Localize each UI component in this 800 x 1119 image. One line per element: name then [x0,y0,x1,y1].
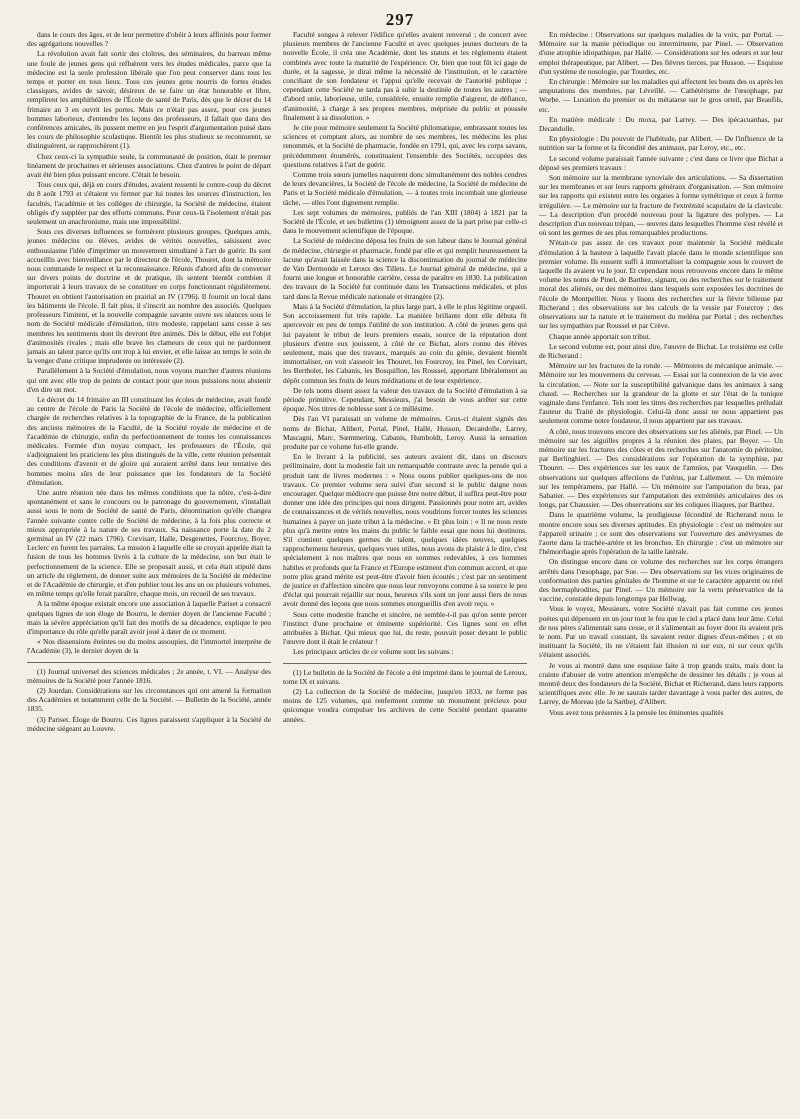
paragraph: En matière médicale : Du moxa, par Larrey. — Des ipécacuanhas, par Decandolle. [539,114,783,134]
page-number: 297 [385,10,415,29]
paragraph: Je vous ai montré dans une esquisse faite à trop grands traits, mais dont la crainte d'abuser de votre attention m'empêche de dessiner les détails ; je vous ai montré deux des fondateurs de la Société, Bichat et Richerand, dans leurs rapports scientifiques avec elle. Je ne saurais tarder davantage à vous parler des autres, de Larrey, de Moreau (de la Sarthe), d'Alibert. [539,660,783,707]
paragraph: La Société de médecine déposa les fruits de son labeur dans le Journal général de médecine, chirurgie et pharmacie, fondé par elle et qui remplit heureusement la lacune qu'avait laissée dans la science la discontinuation du journal de médecine de Van Dermonde et Leroux des Tillets. Le Journal général de médecine, qui a fourni une longue et honorable carrière, cessa de paraître en 1830. La publication des travaux de la Société fut continuée dans les Transactions médicales, et plus tard dans la Revue médicale nationale et étrangère (2). [283,236,527,301]
paragraph: Une autre réunion née dans les mêmes conditions que la nôtre, c'est-à-dire spontanément et sans le concours ou le patronage du gouvernement, s'installait aussi sous le nom de Société de santé de Paris, dénomination qu'elle changea l'année suivante contre celle de Société de médecine, à la fois plus correcte et mieux appropriée à la nature de ses travaux. Sa naissance porte la date du 2 germinal an IV (22 mars 1796). Corvisart, Halle, Desgenettes, Fourcroy, Boyer, Leclerc en furent les parrains. La mission à laquelle elle se croyait appelée était la fusion de tous les hommes livrés à la culture de la médecine, son but était le perfectionnement de la science. Elle se proposait aussi, et cela était stipulé dans un article du règlement, de donner suite aux mémoires de la Société de médecine et de l'Académie de chirurgie, et d'en publier tous les ans un ou plusieurs volumes, en même temps qu'elle ferait paraître, chaque mois, un recueil de ses travaux. [27,487,271,599]
footnote-divider [283,663,527,664]
paragraph: Comme trois sœurs jumelles naquirent donc simultanément des nobles cendres de leurs devancières, la Société de l'école de médecine, la Société de médecine de Paris et la Société médicale d'émulation, — à toutes trois incombait une glorieuse tâche, — elles l'ont dignement remplie. [283,170,527,207]
paragraph: Sous ces diverses influences se formèrent plusieurs groupes. Quelques amis, jeunes médecins ou élèves, avides de vérités nouvelles, saisissent avec enthousiasme l'idée d'imprimer un mouvement simultané à l'art de guérir. Ils sont accueillis avec bienveillance par le directeur de l'école, Thouret, dont la mémoire nous commande le respect et la reconnaissance. Réunis d'abord afin de converser sur divers points de doctrine et de pratique, ils sentent bientôt combien il importerait à leurs travaux de se constituer en corps fonctionnant régulièrement. Thouret en obtient l'autorisation en prairial an IV (1796). Il fournit un local dans les bâtiments de l'école. Il fait plus, il s'inscrit au nombre des associés. Quelques professeurs l'imitent, et la nouvelle compagnie savante ouvre ses séances sous le nom de Société médicale d'émulation, titre modeste, rappelant sans cesse à ses membres les sentiments dont ils devront être animés. Dès le début, elle est l'objet d'animosités rivales ; mais elle brave les clameurs de ceux qui ne pardonnent jamais au talent parce qu'ils ont trop à lui envier, et elle laisse au temps le soin de la venger d'une critique imprudente ou intéressée (2). [27,227,271,366]
footnote: (2) La collection de la Société de médecine, jusqu'en 1833, ne forme pas moins de 125 volumes, qui renferment comme un monument précieux pour quiconque voudra compulser les archives de cette Société pendant quarante années. [283,687,527,724]
paragraph: Chez ceux-ci la sympathie seule, la communauté de position, était le premier linéament de prochaines et sérieuses associations. Chez d'autres le point de départ avait été bien plus puissant encore. C'était le besoin. [27,151,271,180]
footnote-divider [27,662,271,663]
paragraph: Dans le quatrième volume, la prodigieuse fécondité de Richerand nous le montre encore sous ses diverses aptitudes. En physiologie : c'est un mémoire sur l'appareil urinaire ; ce sont des observations sur l'ouverture des anévrysmes de l'aorte dans la trachée-artère et les bronches. En chirurgie : c'est un mémoire sur l'hémorrhagie après l'opération de la taille latérale. [539,510,783,557]
paragraph: En chirurgie : Mémoire sur les maladies qui affectent les bouts des os après les amputations des membres, par Léveillé. — Cathétérisme de l'œsophage, par Worbe. — Luxation du premier os du métatarse sur le gros orteil, par Beaufils, etc. [539,77,783,114]
column-left [27,30,271,1110]
paragraph: Parallèlement à la Société d'émulation, nous voyons marcher d'autres réunions qui ont avec elle trop de points de contact pour que nous puissions nous abstenir d'en dire un mot. [27,366,271,394]
column-middle [283,30,527,1110]
paragraph: On distingue encore dans ce volume des recherches sur les corps étrangers arrêtés dans l'œsophage, par Sue. — Des observations sur les vices originaires de conformation des parties génitales de l'homme et sur le caractère apparent ou réel des hermaphrodites, par Pinel. — Un mémoire sur la vertu préservatrice de la vaccine, constatée depuis longtemps par Hellwag. [539,557,783,604]
paragraph: Sous cette modestie franche et sincère, ne semble-t-il pas qu'on sente percer l'instinct d'une prochaine et éminente supériorité. Ces lignes sont en effet attribuées à Bichat. Qui mieux que lui, du reste, pouvait poser devant le public l'œuvre dont il était le créateur ! [283,609,527,647]
paragraph: Tous ceux qui, déjà en cours d'études, avaient ressenti le contre-coup du décret du 8 août 1793 et s'étaient vu fermer par lui toutes les sources d'instruction, les facultés, l'académie et les collèges de chirurgie, la Société de médecine, étaient obligés d'y suppléer par des efforts communs. Pour ceux-là l'isolement n'était pas seulement un anachronisme, mais une impossibilité. [27,180,271,227]
paragraph: Mémoire sur les fractures de la rotule. — Mémoires de mécanique animale. — Mémoire sur les mouvemens du cerveau. — Essai sur la connexion de la vie avec la circulation. — Note sur la susceptibilité galvanique dans les animaux à sang chaud. — Recherches sur la grandeur de la glotte et sur l'état de la tunique vaginale dans l'enfance. Tels sont les titres des recherches par lesquelles préludait l'auteur du Traité de physiologie. Celui-là donc aussi ne nous appartient pas seulement comme notre fondateur, il nous appartient par ses travaux. [539,361,783,426]
footnote: (1) Journal universel des sciences médicales ; 2e année, t. VI. — Analyse des mémoires de la Société pour l'année 1816. [27,666,271,685]
paragraph: Je cite pour mémoire seulement la Société philomatique, embrassant toutes les sciences et comptant alors, au nombre de ses membres, les médecins les plus renommés, et la Société de pharmacie, fondée en 1791, qui, avec les corps savans, précédemment énumérés, constituaient l'ensemble des Sociétés, occupées des questions relatives à l'art de guérir. [283,123,527,169]
paragraph: N'était-ce pas assez de ces travaux pour maintenir la Société médicale d'émulation à la hauteur à laquelle l'avait placée dans le monde scientifique son premier volume. Ils eussent suffi à immortaliser la compagnie sous le couvert de laquelle ils avaient vu le jour. Et cependant nous retrouvons encore dans le même volume les noms de Pinel, de Barthez, signant, ou des recherches sur le traitement moral des aliénés, ou des mémoires dans lesquels sont exposées les doctrines de l'école de Montpellier. Nous y lisons des recherches sur la fièvre bilieuse par Richerand ; des observations sur les calculs de la vessie par Fourcroy ; des observations sur la nature et le traitement du meléna par Portal ; des recherches sur les sympathies par Roussel et par Crève. [539,238,783,331]
paragraph: dans le cours des âges, et de leur permettre d'obéir à leurs affinités pour former des agrégations nouvelles ? [27,30,271,49]
paragraph: A la même époque existait encore une association à laquelle Pariset a consacré quelques lignes de son éloge de Bourru, le dernier doyen de l'ancienne Faculté ; mais la sévère appréciation qu'il fait des motifs de sa décadence, explique le peu d'importance du rôle qu'elle paraît avoir joué à dater de ce moment. [27,599,271,636]
footnote: (2) Jourdan. Considérations sur les circonstances qui ont amené la formation des Académies et notamment celle de la Société. — Bulletin de la Société, année 1835. [27,686,271,714]
paragraph: En physiologie : Du pouvoir de l'habitude, par Alibert. — De l'influence de la nutrition sur la forme et la fécondité des animaux, par Leroy, etc., etc. [539,134,783,153]
paragraph: Son mémoire sur la membrane synoviale des articulations. — Sa dissertation sur les membranes et sur leurs rapports généraux d'organisation. — Son mémoire sur les rapports qui existent entre les organes à forme symétrique et ceux à forme irrégulière. — Le mémoire sur la fracture de l'extrémité scapulaire de la clavicule. — La description d'un procédé nouveau pour la ligature des polypes. — La description d'un nouveau trépan, — œuvres dans lesquelles l'homme s'est révélé et où sont les germes de ses plus remarquables productions. [539,173,783,238]
paragraph: Dès l'an VI paraissait un volume de mémoires. Ceux-ci étaient signés des noms de Bichat, Alibert, Portal, Pinel, Hallé, Husson, Decandolle, Larrey, Mascagni, Marc, Sœmmering, Cabanis, Humboldt, Leroy. Aussi la sensation produite par ce volume fut-elle grande. [283,414,527,451]
paragraph: Le second volume est, pour ainsi dire, l'œuvre de Bichat. Le troisième est celle de Richerand : [539,341,783,360]
footnote: (1) Le bulletin de la Société de l'école a été imprimé dans le journal de Leroux, tome IX et suivans. [283,667,527,686]
paragraph: De tels noms disent assez la valeur des travaux de la Société d'émulation à sa période primitive. Cependant, Messieurs, j'ai besoin de vous arrêter sur cette époque. Nos titres de noblesse sont à ce millésime. [283,385,527,414]
paragraph: Le décret du 14 frimaire an III constituant les écoles de médecine, avait fondé au centre de l'école de Paris la Société de l'école de médecine, officiellement chargée de recherches relatives à la topographie de la France, de la publication des anciens mémoires de la Faculté, de la Société royale de médecine et de l'académie de chirurgie, enfin du perfectionnement de toutes les connaissances médicales. Formée d'un noyau compact, les professeurs de l'École, qui s'adjoignaient les praticiens les plus distingués de la ville, cette réunion présentait des conditions d'avenir et de gloire qui auraient arrêté dans leur tentative des hommes moins sûrs de leur puissance que les fondateurs de la Société d'émulation. [27,394,271,487]
paragraph: La révolution avait fait sortir des cloîtres, des séminaires, du barreau même une foule de jeunes gens qui refluèrent vers les études médicales, parce que la médecine est la seule profession libérale que l'on peut conserver dans tous les temps et porter en tous lieux. Tous ces jeunes gens nourris de fortes études classiques, avides de savoir, désireux de se faire un état honorable et libre, remplirent les amphithéâtres de l'École de santé de Paris, dès que le décret du 14 frimaire an 3 en ouvrit les portes. Mais ce n'était pas assez, pour ces jeunes hommes laborieux, d'entendre les leçons des professeurs, il fallait que dans des conférences amicales, ils pussent mettre en jeu l'esprit d'argumentation puisé dans les cours de philosophie scolastique. Bientôt les plus studieux se reconnurent, se distinguèrent, se rapprochèrent (1). [27,49,271,151]
paragraph: Chaque année apportait son tribut. [549,331,651,341]
paragraph: Vous le voyez, Messieurs, votre Société n'avait pas fait comme ces jeunes poètes qui dépensent en un jour tout le feu que le ciel a placé dans leur âme. Celui de nos pères s'alimentait sans cesse, et il s'alimentait au foyer dont ils avaient pris le nom. Par un travail constant, ils savaient rester dignes d'eux-mêmes ; et en instituant la Société, ils ne s'étaient fait illusion ni sur eux, ni sur ceux qu'ils s'étaient associés. [539,604,783,660]
paragraph: Mais à la Société d'émulation, la plus large part, à elle le plus légitime orgueil. Son accroissement fut très rapide. La manière brillante dont elle débuta fit apercevoir en peu de temps l'utilité de son institution. A côté de jeunes gens qui lui payaient le tribut de leurs premiers essais, source de la réputation dont plusieurs d'entre eux jouissent, à côté de ce Bichat, alors connu des élèves seulement, mais que des travaux, marqués au coin du génie, devaient bientôt immortaliser, on voit s'asseoir les Thouret, les Fourcroy, les Pinel, les Corvisart, les Bertholet, les Cabanis, les Bosquillon, les Roussel, apportant libéralement au dépôt commun les fruits de leurs méditations et de leur expérience. [283,301,527,385]
paragraph: En le livrant à la publicité, ses auteurs avaient dit, dans un discours préliminaire, dont la modestie fait un remarquable contraste avec la pensée qui a produit tant de livres modernes : « Nous osons publier quelques-uns de nos travaux. Ce premier volume sera suivi d'un second si le public daigne nous encourager. Quelque médiocre que puisse être notre début, il suffira peut-être pour donner une idée des principes qui nous dirigent. Passionnés pour notre art, avides de connaissances et de vérités nouvelles, nous voudrions forcer toutes les sciences humaines à payer un juste tribut à la médecine. » Et plus loin : « Il ne nous reste plus qu'à mettre entre les mains du public le faible essai que nous lui destinons. S'il contient quelques germes de talent, quelques idées neuves, quelques rapprochemens heureux, quelques vues utiles, nous avons du plaisir à le dire, c'est spécialement à nos maîtres que nous en sommes redevables, à ces hommes habiles et profonds que la France et l'Europe estiment d'un commun accord, et que notre plus grand mérite est peut-être d'avoir bien écoutés ; c'est par un sentiment de justice et d'affection sincère que nous leur renvoyons comme à sa source le peu d'éclat qui pourrait rejaillir sur nous, heureux s'ils sont un jour aussi fiers de nous avoir donné des leçons que nous sommes enorgueillis d'en avoir reçu. » [283,452,527,609]
text-columns [27,30,783,1110]
paragraph: Faculté songea à relever l'édifice qu'elles avaient renversé ; de concert avec plusieurs membres de l'ancienne Faculté et avec quelques jeunes docteurs de la nouvelle École, il créa une Académie, dont les statuts et les règlements étaient combinés avec toute la maturité de l'expérience. Or, bien que tout fût ici gage de durée, et la sagesse, je dirai même la nécessité de l'institution, et le caractère conciliant de son fondateur et l'appui qu'elle recevait de l'autorité publique ; cependant cette Société ne tarda pas à subir la destinée de toutes les autres ; — d'abord unie, laborieuse, utile, considérée, ensuite remplie d'aigreur, de défiance, d'animosité, à charge à ses propres membres, méprisée du public et poussée finalement à sa dissolution. » [283,30,527,122]
paragraph: Les principaux articles de ce volume sont les suivans : [293,647,454,657]
column-right [539,30,783,1110]
paragraph: En médecine : Observations sur quelques maladies de la voix, par Portal. — Mémoire sur la manie périodique ou intermittente, par Pinel. — Observation d'une atrophie idiopathique, par Hallé. — Considérations sur les odeurs et sur leur emploi thérapeutique, par Alibert. — Des fièvres tierces, par Husson. — Esquisse d'un système de nosologie, par Tourdes, etc. [539,30,783,76]
paragraph: Le second volume paraissait l'année suivante ; c'est dans ce livre que Bichat a déposé ses premiers travaux : [539,153,783,172]
paragraph: Vous avez tous présentes à la pensée les éminentes qualités [549,707,724,717]
footnote: (3) Pariset. Éloge de Bourru. Ces lignes paraissent s'appliquer à la Société de médecine siégeant au Louvre. [27,714,271,733]
paragraph: Les sept volumes de mémoires, publiés de l'an XIII (1804) à 1821 par la Société de l'École, et ses bulletins (1) témoignent assez de la part prise par celle-ci dans le mouvement scientifique de l'époque. [283,207,527,236]
paragraph: A côté, nous trouvons encore des observations sur les aliénés, par Pinel. — Un mémoire sur les aiguilles propres à la réunion des plaies, par Boyer. — Un mémoire sur les fractures des côtes et des recherches sur l'anatomie du péritoine, par Berlinghieri. — Des considérations sur l'opération de la symphise, par Thouret. — Des expériences sur les eaux de l'amnios, par Vauquelin. — Des observations sur quelques affections de l'utérus, par Lallement. — Un mémoire sur les tempéramens, par Hallé. — Un mémoire sur l'amputation du bras, par Sabatier. — Des expériences sur l'amputation des extrémités articulaires des os longs, par Chaussier. — Des observations sur les coliques iliaques, par Barthez. [539,426,783,510]
paragraph: « Nos dissensions éteintes ou du moins assoupies, dit l'immortel interprète de l'Académie (3), le dernier doyen de la [27,637,271,656]
